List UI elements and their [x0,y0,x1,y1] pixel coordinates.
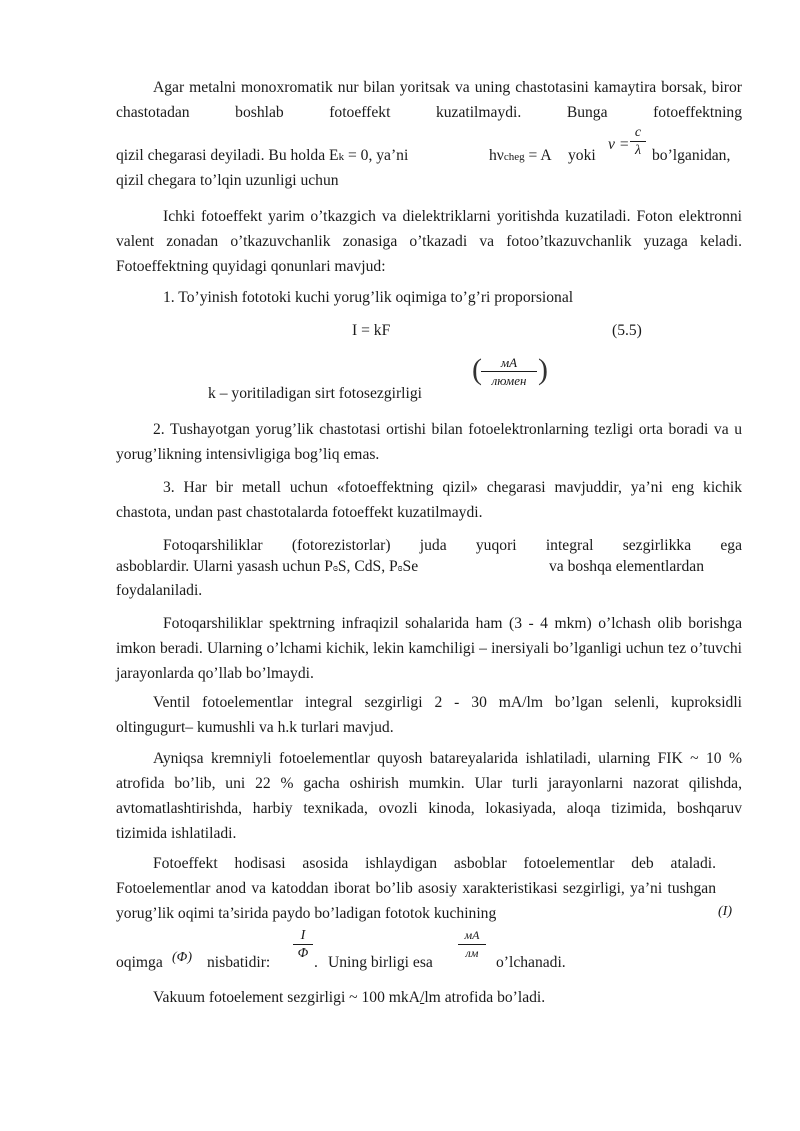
photoelement-definition: Fotoeffekt hodisasi asosida ishlaydigan asboblar fotoelementlar deb ataladi. Fotoelementlar anod va katoddan iborat bo’lib asosiy xarakteristikasi sezgirligi, ya’ni tushgan yorug’lik oqimi ta’sirida paydo bo’ladigan fototok kuchining [116,855,716,922]
red-limit-line2: qizil chegarasi deyiladi. Bu holda Ek = 0, ya’ni [116,147,409,164]
law-2: 2. Tushayotgan yorug’lik chastotasi ortishi bilan fotoelektronlarning tezligi orta boradi va u yorug’likning intensivligiga bog’liq emas. [116,421,742,463]
law-3: 3. Har bir metall uchun «fotoeffektning qizil» chegarasi mavjuddir, ya’ni eng kichik chastota, undan past chastotalarda fotoeffekt kuzatilmaydi. [116,479,742,521]
k-unit-fraction: мА люмен [481,354,537,389]
nu-lhs: ν = [608,136,630,153]
measured-word: o’lchanadi. [496,954,566,971]
k-unit-left-paren: ( [472,353,482,386]
vacuum-photoelement: Vakuum fotoelement sezgirligi ~ 100 mkA/lm atrofida bo’ladi. [153,989,546,1006]
red-limit-line3: qizil chegara to’lqin uzunligi uchun [116,172,339,189]
photoresistors-line3: foydalaniladi. [116,582,203,599]
unit-intro: Uning birligi esa [328,954,433,971]
photoresistors-infrared: Fotoqarshiliklar spektrning infraqizil sohalarida ham (3 - 4 mkm) o’lchash olib borishga imkon beradi. Ularning o’lchami kichik, lekin kamchiligi – inersiyali bo’lganligi uchun tez o’tuvchi jarayonlarda qo’llab bo’lmaydi. [116,615,742,682]
red-limit-tail: bo’lganidan, [652,147,731,164]
word-yoki: yoki [568,147,596,164]
k-definition: k – yoritiladigan sirt fotosezgirligi [208,385,422,402]
photoresistors-line2-tail: va boshqa elementlardan [549,558,705,575]
Phi-symbol: (Φ) [172,950,192,965]
sensitivity-dot: . [314,954,318,971]
law-1: 1. To’yinish fototoki kuchi yorug’lik oqimiga to’g’ri proporsional [163,289,574,306]
photoresistors-line1: Fotoqarshiliklar (fotorezistorlar) juda yuqori integral sezgirlikka ega [163,537,742,554]
formula-number: (5.5) [612,322,642,339]
silicon-photoelements: Ayniqsa kremniyli fotoelementlar quyosh batareyalarida ishlatiladi, ularning FIK ~ 10 % atrofida bo’lib, uni 22 % gacha oshirish mumkin. Ular turli jarayonlarni nazorat qilishda, avtomatlashtirishda, harbiy texnikada, ovozli kinoda, lokasiyada, aloqa tizimida, boshqaruv tizimida ishlatiladi. [116,750,742,842]
I-symbol: (I) [718,904,732,919]
paragraph-internal-photoeffect: Ichki fotoeffekt yarim o’tkazgich va dielektriklarni yoritishda kuzatiladi. Foton elektronni valent zonadan o’tkazuvchanlik zonasiga o’tkazadi va fotoo’tkazuvchanlik yuzaga keladi. Fotoeffektning quyidagi qonunlari mavjud: [116,208,742,275]
nu-fraction: c λ [630,124,646,159]
photoresistors-line2: asboblardir. Ularni yasash uchun PɞS, CdS, PɞSe [116,558,419,575]
formula-I-kF: I = kF [352,322,391,339]
unit-fraction: мА лм [458,927,486,962]
valve-photoelements: Ventil fotoelementlar integral sezgirligi 2 - 30 mA/lm bo’lgan selenli, kuproksidli oltingugurt– kumushli va h.k turlari mavjud. [116,694,742,736]
ratio-word: nisbatidir: [207,954,271,971]
sensitivity-fraction: I Φ [293,927,313,962]
threshold-equation: hνcheg = A [489,147,552,164]
paragraph-red-limit: Agar metalni monoxromatik nur bilan yoritsak va uning chastotasini kamaytira borsak, biror chastotadan boshlab fotoeffekt kuzatilmaydi. Bunga fotoeffektning [116,79,742,121]
k-unit-right-paren: ) [538,353,548,386]
flux-word: oqimga [116,954,163,971]
